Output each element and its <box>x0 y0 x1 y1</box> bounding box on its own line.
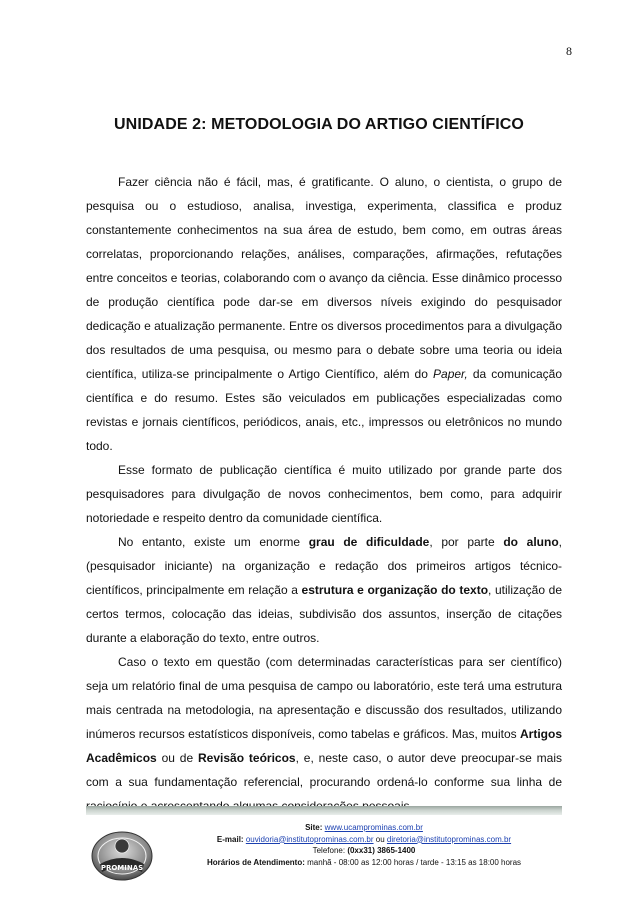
email-link-ouvidoria[interactable]: ouvidoria@institutoprominas.com.br <box>245 834 374 844</box>
p1-emphasis: Paper, <box>433 367 468 381</box>
footer-divider <box>86 806 562 815</box>
p3-text-e: , utilização de certos termos, colocação das ideias, subdivisão dos assuntos, inserção de citações durante a elaboração do texto, entre outros. <box>86 583 562 645</box>
footer-phone-line <box>150 845 578 857</box>
p4-bold-1: Artigos Acadêmicos <box>86 727 562 765</box>
prominas-logo-icon <box>88 818 158 888</box>
paragraph-2: Esse formato de publicação científica é muito utilizado por grande parte dos pesquisadores para divulgação de novos conhecimentos, bem como, para adquirir notoriedade e respeito dentro da comunidade científica. <box>86 463 562 525</box>
p3-bold-2: do aluno <box>503 535 559 549</box>
logo-text: PROMINAS <box>100 864 144 872</box>
email-separator: ou <box>375 834 385 844</box>
p3-text-d: , (pesquisador iniciante) na organização e redação dos primeiros artigos técnico-científicos, principalmente em relação a <box>86 535 562 597</box>
phone-label: Telefone: <box>312 846 346 855</box>
p3-bold-1: grau de dificuldade <box>308 535 430 549</box>
email-link-diretoria[interactable]: diretoria@institutoprominas.com.br <box>386 834 512 844</box>
p3-text-a: No entanto, existe um enorme <box>118 535 309 549</box>
hours-text: manhã - 08:00 as 12:00 horas / tarde - 13:15 as 18:00 horas <box>307 857 522 867</box>
footer-email-line <box>150 834 578 846</box>
footer-contact <box>150 822 578 868</box>
p4-text-d: , e, neste caso, o autor deve preocupar-se mais com a sua fundamentação referencial, procurando ordená-lo conforme sua linha de <box>86 751 563 789</box>
site-label: Site: <box>305 823 323 832</box>
page-number: 8 <box>566 44 572 58</box>
phone-number: (0xx31) 3865-1400 <box>347 846 416 855</box>
p3-bold-3: estrutura e organização do texto <box>301 583 489 597</box>
p4-bold-2: Revisão teóricos <box>198 751 296 765</box>
p4-text-a: Caso o texto em questão (com determinadas características para ser científico) seja um relatório final de uma pesquisa de campo ou laboratório, este terá uma estrutura mais centrada na metodologia, na apresentação e discussão dos resultados, utilizando inúmeros recursos estatísticos disponíveis, como tabelas e gráficos. Mas, muitos <box>86 655 562 741</box>
p1-text-a: Fazer ciência não é fácil, mas, é gratificante. O aluno, o cientista, o grupo de pesquisa ou o estudioso, analisa, investiga, experimenta, classifica e produz constantemente conhecimentos na sua área de estudo, bem como, em outras áreas correlatas, proporcionando relações, análises, comparações, afirmações, refutações entre conceitos e teorias, colaborando com o avanço da ciência. Esse dinâmico processo de produção científica pode dar-se em diversos níveis exigindo do pesquisador dedicação e atualização permanente. Entre os diversos procedimentos para a divulgação dos resultados de uma pesquisa, ou mesmo para o debate sobre uma teoria ou ideia científica, utiliza-se principalmente o Artigo Científico, além do <box>86 175 562 381</box>
p3-text-c: , por parte <box>429 535 504 549</box>
site-link[interactable]: www.ucamprominas.com.br <box>324 823 423 832</box>
paragraph-3 <box>86 530 562 650</box>
body-text <box>86 170 562 818</box>
paragraph-4 <box>86 650 562 818</box>
footer-site-line <box>150 822 578 834</box>
page-title: UNIDADE 2: METODOLOGIA DO ARTIGO CIENTÍFICO <box>114 116 524 133</box>
p1-text-b: da comunicação científica e do resumo. Estes são veiculados em publicações especializadas como revistas e jornais científicos, periódicos, anais, etc., impressos ou eletrônicos no mundo todo. <box>86 367 562 453</box>
email-label: E-mail: <box>216 834 244 844</box>
hours-label: Horários de Atendimento: <box>206 857 305 867</box>
p4-text-c: ou de <box>156 751 199 765</box>
footer-hours-line <box>150 857 578 869</box>
paragraph-1 <box>86 170 562 458</box>
